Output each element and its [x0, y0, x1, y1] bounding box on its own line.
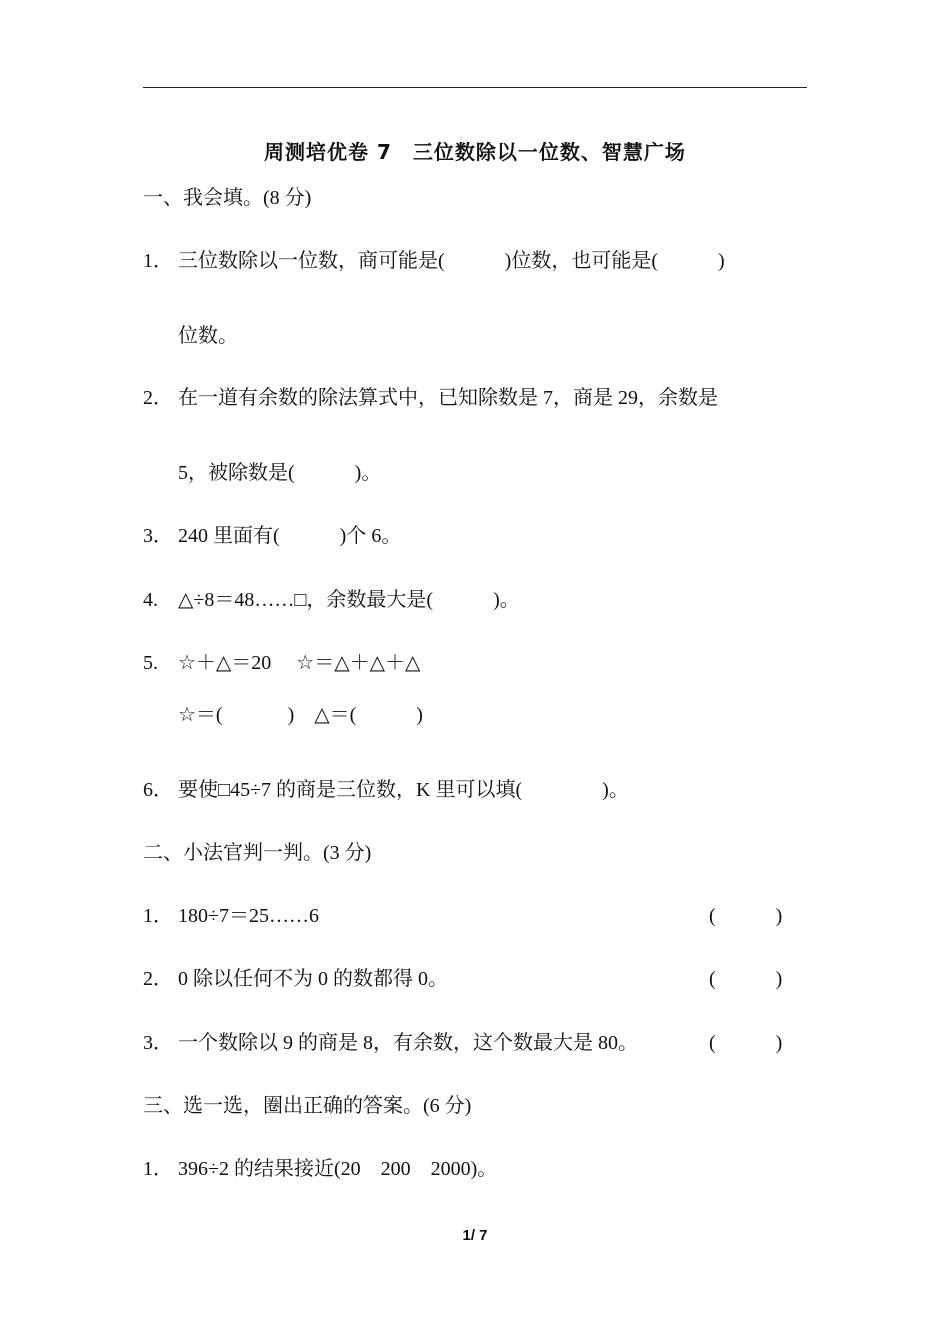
page-title: 周测培优卷 7 三位数除以一位数、智慧广场: [264, 140, 686, 164]
question-number: 5.: [143, 652, 158, 674]
section-heading: 一、我会填。(8 分): [143, 187, 312, 209]
question-text-continued: 5，被除数是( )。: [178, 462, 382, 484]
question-number: 1．: [143, 250, 173, 272]
question-number: 4.: [143, 589, 158, 611]
page-number: 1/ 7: [462, 1227, 488, 1244]
question-text: ☆＋△＝20 ☆＝△＋△＋△: [178, 652, 421, 674]
question-number: 2．: [143, 387, 173, 409]
question-text: 396÷2 的结果接近(20 200 2000)。: [178, 1158, 498, 1180]
question-number: 1．: [143, 905, 173, 927]
question-text: 一个数除以 9 的商是 8，有余数，这个数最大是 80。: [178, 1032, 638, 1054]
question-text: 在一道有余数的除法算式中，已知除数是 7，商是 29，余数是: [178, 387, 718, 409]
question-text: 0 除以任何不为 0 的数都得 0。: [178, 968, 448, 990]
question-text: 要使□45÷7 的商是三位数，K 里可以填( )。: [178, 779, 629, 801]
question-text: △÷8＝48……□，余数最大是( )。: [178, 589, 520, 611]
header-rule: [143, 87, 807, 88]
answer-parentheses: ( ): [709, 1032, 783, 1054]
question-number: 3．: [143, 1032, 173, 1054]
question-text-continued: ☆＝( ) △＝( ): [178, 704, 423, 726]
question-number: 6．: [143, 779, 173, 801]
section-heading: 三、选一选，圈出正确的答案。(6 分): [143, 1095, 472, 1117]
question-number: 1．: [143, 1158, 173, 1180]
question-number: 2．: [143, 968, 173, 990]
answer-parentheses: ( ): [709, 968, 783, 990]
question-text: 三位数除以一位数，商可能是( )位数，也可能是( ): [178, 250, 725, 272]
section-heading: 二、小法官判一判。(3 分): [143, 842, 372, 864]
answer-parentheses: ( ): [709, 905, 783, 927]
question-text: 240 里面有( )个 6。: [178, 525, 402, 547]
question-number: 3．: [143, 525, 173, 547]
question-text: 180÷7＝25……6: [178, 905, 319, 927]
question-text-continued: 位数。: [178, 325, 238, 347]
